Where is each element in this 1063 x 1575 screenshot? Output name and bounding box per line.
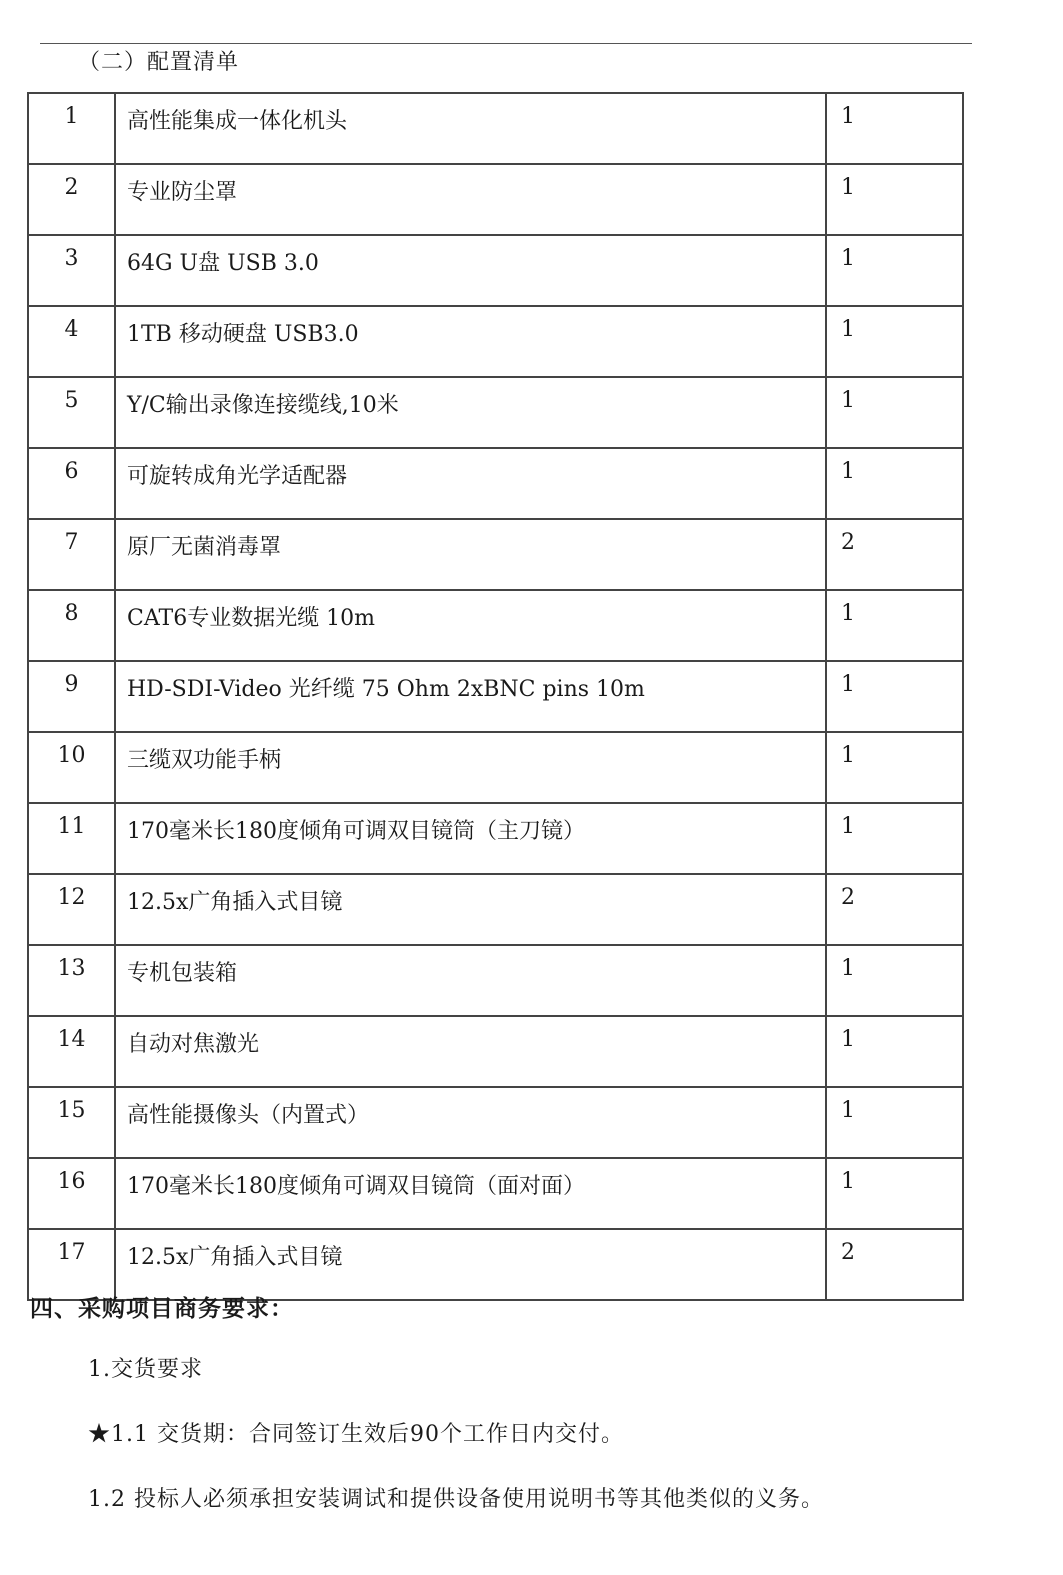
item-name: 专业防尘罩 (115, 164, 826, 235)
item-name: 高性能摄像头（内置式） (115, 1087, 826, 1158)
item-number: 11 (28, 803, 115, 874)
item-quantity: 1 (826, 945, 963, 1016)
item-number: 3 (28, 235, 115, 306)
table-row (28, 519, 963, 590)
item-quantity: 1 (826, 306, 963, 377)
item-quantity: 2 (826, 874, 963, 945)
item-number: 5 (28, 377, 115, 448)
table-row (28, 235, 963, 306)
item-name: 三缆双功能手柄 (115, 732, 826, 803)
item-number: 13 (28, 945, 115, 1016)
delivery-clause-1-1 (88, 1417, 624, 1448)
item-quantity: 1 (826, 164, 963, 235)
item-quantity: 1 (826, 732, 963, 803)
item-number: 15 (28, 1087, 115, 1158)
item-name: 自动对焦激光 (115, 1016, 826, 1087)
config-table (27, 92, 964, 1301)
item-number: 9 (28, 661, 115, 732)
item-quantity: 1 (826, 93, 963, 164)
item-name: HD-SDI-Video 光纤缆 75 Ohm 2xBNC pins 10m (115, 661, 826, 732)
item-number: 12 (28, 874, 115, 945)
table-row (28, 164, 963, 235)
item-number: 7 (28, 519, 115, 590)
item-quantity: 2 (826, 1229, 963, 1300)
item-name: 170毫米长180度倾角可调双目镜筒（面对面） (115, 1158, 826, 1229)
top-rule (40, 43, 972, 44)
item-number: 1 (28, 93, 115, 164)
item-name: 170毫米长180度倾角可调双目镜筒（主刀镜） (115, 803, 826, 874)
item-name: 64G U盘 USB 3.0 (115, 235, 826, 306)
item-name: 12.5x广角插入式目镜 (115, 874, 826, 945)
item-number: 6 (28, 448, 115, 519)
item-number: 16 (28, 1158, 115, 1229)
item-quantity: 1 (826, 377, 963, 448)
table-row (28, 93, 963, 164)
section-title: 四、采购项目商务要求： (30, 1295, 294, 1322)
item-name: Y/C输出录像连接缆线,10米 (115, 377, 826, 448)
item-name: 高性能集成一体化机头 (115, 93, 826, 164)
item-quantity: 1 (826, 1158, 963, 1229)
item-quantity: 1 (826, 803, 963, 874)
star-icon: ★ (88, 1422, 112, 1447)
table-row (28, 945, 963, 1016)
item-name: 可旋转成角光学适配器 (115, 448, 826, 519)
item-name: 12.5x广角插入式目镜 (115, 1229, 826, 1300)
table-row (28, 1087, 963, 1158)
config-table-body (28, 93, 963, 1300)
item-quantity: 2 (826, 519, 963, 590)
item-name: CAT6专业数据光缆 10m (115, 590, 826, 661)
table-row (28, 1158, 963, 1229)
item-quantity: 1 (826, 235, 963, 306)
table-row (28, 448, 963, 519)
table-row (28, 732, 963, 803)
table-row (28, 661, 963, 732)
item-quantity: 1 (826, 1087, 963, 1158)
item-name: 专机包装箱 (115, 945, 826, 1016)
item-quantity: 1 (826, 661, 963, 732)
delivery-heading: 1.交货要求 (88, 1357, 203, 1382)
item-number: 8 (28, 590, 115, 661)
item-number: 2 (28, 164, 115, 235)
table-row (28, 1016, 963, 1087)
item-quantity: 1 (826, 1016, 963, 1087)
item-number: 4 (28, 306, 115, 377)
item-quantity: 1 (826, 448, 963, 519)
table-row (28, 590, 963, 661)
item-quantity: 1 (826, 590, 963, 661)
table-row (28, 377, 963, 448)
item-number: 17 (28, 1229, 115, 1300)
item-name: 原厂无菌消毒罩 (115, 519, 826, 590)
item-name: 1TB 移动硬盘 USB3.0 (115, 306, 826, 377)
table-row (28, 803, 963, 874)
item-number: 14 (28, 1016, 115, 1087)
config-heading: （二）配置清单 (78, 50, 240, 75)
table-row (28, 306, 963, 377)
table-row (28, 874, 963, 945)
delivery-clause-1-2: 1.2 投标人必须承担安装调试和提供设备使用说明书等其他类似的义务。 (88, 1487, 824, 1512)
delivery-clause-1-1-text: 1.1 交货期：合同签订生效后90个工作日内交付。 (111, 1422, 624, 1447)
item-number: 10 (28, 732, 115, 803)
